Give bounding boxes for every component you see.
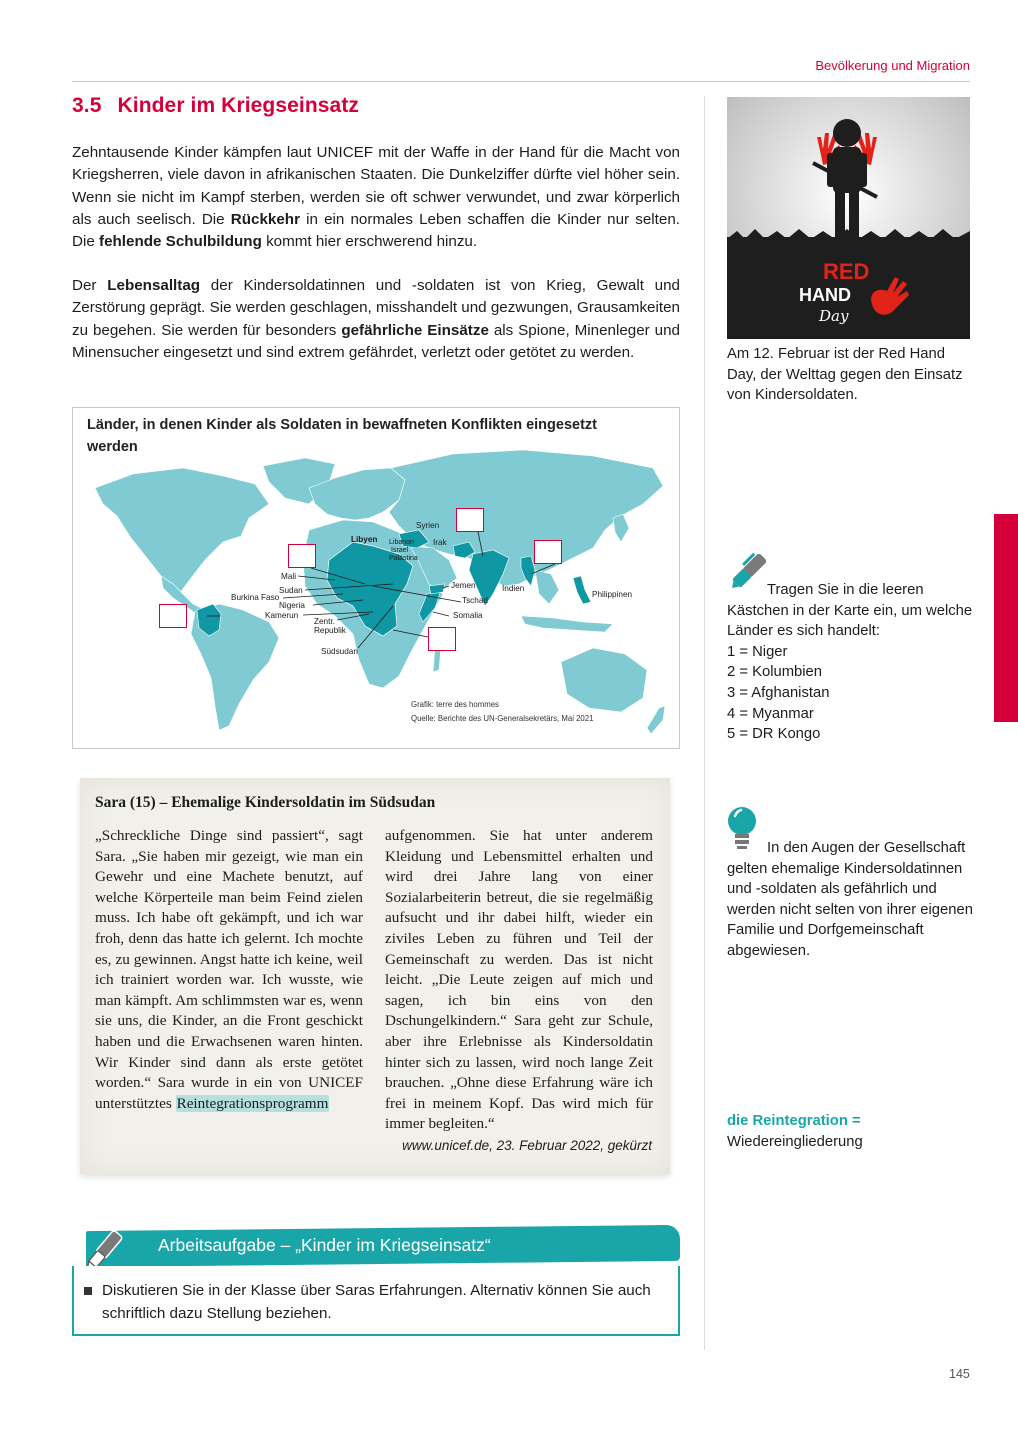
- text-run: kommt hier erschwerend hinzu.: [261, 233, 478, 251]
- map-label-kamerun: Kamerun: [265, 611, 299, 620]
- text-run: als Spione, Minenleger und Minensucher eingesetzt und sind extrem gefährdet, verletzt oder getötet zu werden.: [72, 321, 680, 361]
- bold-keyword: Lebensalltag: [107, 277, 201, 294]
- map-credit-source: Quelle: Berichte des UN-Generalsekretärs, Mai 2021: [411, 714, 594, 723]
- text-run: in ein normales Leben schaffen die Kinder nur selten. Die: [72, 210, 680, 251]
- section-title-text: Kinder im Kriegseinsatz: [117, 94, 360, 117]
- pen-icon: [82, 1222, 134, 1270]
- article-title: Sara (15) – Ehemalige Kindersoldatin im Südsudan: [95, 794, 436, 811]
- intro-paragraph-1: [72, 142, 680, 253]
- intro-paragraph-2: [72, 275, 680, 364]
- running-head: Bevölkerung und Migration: [815, 58, 970, 73]
- map-label-sudan: Sudan: [279, 586, 303, 595]
- tip-content: In den Augen der Gesellschaft gelten ehemalige Kindersoldatinnen und -soldaten als gefährlich und werden nicht selten von ihrer eigenen Familie und Dorfgemeinschaft abgewiesen.: [727, 840, 973, 959]
- map-credit-graphic: Grafik: terre des hommes: [411, 700, 499, 709]
- text-run: Der: [72, 277, 108, 294]
- map-label-indien: Indien: [502, 584, 525, 593]
- map-label-somalia: Somalia: [453, 611, 483, 620]
- map-label-zentr: Zentr.: [314, 617, 335, 626]
- bold-keyword: fehlende Schulbildung: [99, 233, 262, 251]
- image-caption: Am 12. Februar ist der Red Hand Day, der Welttag gegen den Einsatz von Kindersoldaten.: [727, 346, 963, 404]
- map-label-mali: Mali: [281, 572, 297, 581]
- glossary-definition: Wiedereingliederung: [727, 1133, 863, 1150]
- map-label-philippinen: Philippinen: [592, 590, 633, 599]
- article-column-2: aufgenommen. Sie hat unter anderem Kleidung und Lebensmittel erhalten und wird drei Jahre lang von einer Sozialarbeiterin betreut, die sie regelmäßig aufsucht und ihr dabei hilft, wieder ein ziviles Leben zu führen und Teil der Gemeinschaft zu werden. Das ist nicht leicht. „Die Leute zeigen auf mich und sagen, ich bin eins von den Dschungelkindern.“ Sara geht zur Schule, aber ihre Erlebnisse als Kindersoldatin hinter sich zu lassen, wird noch lange Zeit brauchen. „Ohne diese Erfahrung wäre ich frei in meinem Kopf. Das wird mich für immer begleiten.“: [385, 827, 653, 1133]
- world-map: [73, 408, 679, 748]
- logo-day-text: Day: [819, 307, 849, 325]
- page-number: 145: [949, 1367, 970, 1381]
- highlighted-term-reintegrationsprogramm: Reintegrationsprogramm: [176, 1094, 329, 1112]
- article-column-1-text: „Schreckliche Dinge sind passiert“, sagt Sara. „Sie haben mir gezeigt, wie man ein Gewehr und eine Machete benutzt, auf welche Körperteile man beim Feind zielen muss. Ich habe oft gekämpft, und ich war froh, denn das hatte ich gelernt. Ich mochte es, zu gewinnen. Angst hatte ich keine, weil ich trainiert worden war. Ich wusste, wie man kämpft. Am schlimmsten war es, wenn sie uns, die Kinder, an die Front geschickt haben und die Erwachsenen waren hinten. Wir Kinder sind dann als erste getötet worden.“ Sara wurde in ein von UNICEF unterstütztes: [95, 827, 363, 1112]
- map-title: Länder, in denen Kinder als Soldaten in bewaffneten Konflikten eingesetzt werden: [87, 417, 597, 455]
- task-title: Arbeitsaufgabe – „Kinder im Kriegseinsatz“: [158, 1235, 491, 1255]
- article-column-1: [95, 826, 363, 1114]
- map-label-irak: Irak: [433, 538, 447, 547]
- answer-item-1: 1 = Niger: [727, 643, 788, 660]
- tip-text: [727, 838, 977, 962]
- red-hand-day-image: [727, 97, 970, 339]
- map-label-suedsudan: Südsudan: [321, 647, 358, 656]
- map-label-nigeria: Nigeria: [279, 601, 305, 610]
- task-body: [72, 1266, 680, 1336]
- map-task-instructions: [727, 580, 977, 745]
- map-label-tschad: Tschad: [462, 596, 488, 605]
- logo-red-text: RED: [823, 259, 870, 284]
- answer-item-3: 3 = Afghanistan: [727, 684, 830, 701]
- map-label-israel: Israel: [391, 547, 409, 554]
- answer-box-kolumbien[interactable]: [159, 604, 187, 628]
- world-map-figure: [72, 407, 680, 749]
- bold-keyword: Rückkehr: [230, 210, 300, 228]
- map-label-jemen: Jemen: [451, 581, 476, 590]
- article-source: www.unicef.de, 23. Februar 2022, gekürzt: [402, 1138, 652, 1153]
- answer-item-4: 4 = Myanmar: [727, 705, 814, 722]
- section-title: [72, 94, 359, 118]
- map-label-libyen: Libyen: [351, 535, 378, 544]
- answer-box-dr-kongo[interactable]: [428, 627, 456, 651]
- text-run: der Kindersoldatinnen und -soldaten ist von Krieg, Gewalt und Zerstörung geprägt. Sie werden geschlagen, misshandelt und gezwungen, Grausamkeiten zu begehen. Sie werden für besonders: [72, 277, 680, 339]
- bold-keyword: gefährliche Einsätze: [341, 321, 489, 339]
- column-divider: [704, 96, 705, 1350]
- glossary-entry: [727, 1111, 977, 1152]
- sara-article: [80, 778, 670, 1174]
- map-label-libanon: Libanon: [389, 539, 414, 546]
- text-run: Zehntausende Kinder kämpfen laut UNICEF mit der Waffe in der Hand für die Macht von Kriegsherren, viele davon in afrikanischen Staaten. Die Dunkelziffer dürfte viel höher sein. Wenn sie nicht im Kampf sterben, werden sie oft schwer verwundet, und zwar körperlich als auch seelisch. Die: [72, 144, 680, 228]
- answer-box-afghanistan[interactable]: [456, 508, 484, 532]
- logo-hand-text: HAND: [799, 285, 851, 305]
- map-label-burkina-faso: Burkina Faso: [231, 593, 280, 602]
- answer-box-niger[interactable]: [288, 544, 316, 568]
- answer-item-5: 5 = DR Kongo: [727, 726, 821, 743]
- glossary-term: die Reintegration =: [727, 1113, 861, 1129]
- answer-box-myanmar[interactable]: [534, 540, 562, 564]
- task-item: Diskutieren Sie in der Klasse über Saras Erfahrungen. Alternativ können Sie auch schriftlich dazu Stellung beziehen.: [102, 1282, 651, 1322]
- chapter-tab-marker: [994, 514, 1018, 722]
- task-banner: [72, 1224, 680, 1266]
- map-label-syrien: Syrien: [416, 521, 440, 530]
- map-task-intro: Tragen Sie in die leeren Kästchen in der Karte ein, um welche Länder es sich handelt:: [727, 582, 973, 640]
- answer-item-2: 2 = Kolumbien: [727, 664, 823, 681]
- top-rule-divider: [72, 81, 970, 82]
- red-hand-day-illustration: [727, 97, 970, 339]
- bullet-icon: [84, 1287, 92, 1295]
- map-label-palaestina: Palästina: [389, 555, 418, 562]
- map-label-republik: Republik: [314, 626, 346, 635]
- section-number: 3.5: [72, 94, 102, 117]
